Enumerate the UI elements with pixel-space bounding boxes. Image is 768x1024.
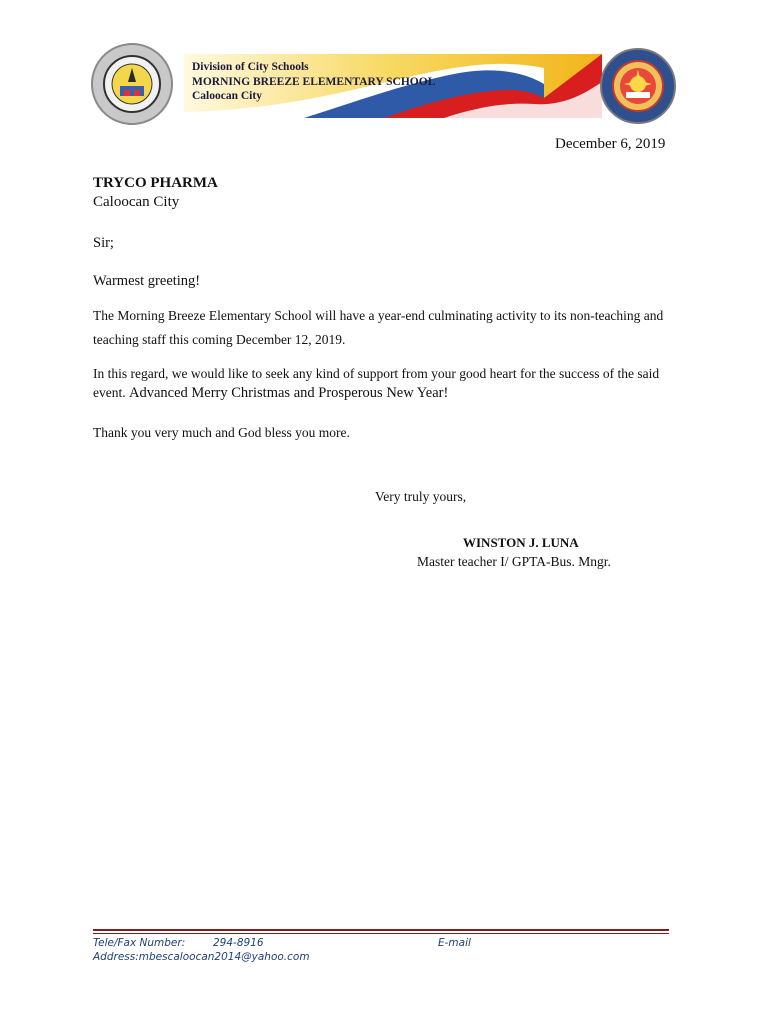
email-label: E-mail xyxy=(438,937,471,949)
signatory-position: Master teacher I/ GPTA-Bus. Mngr. xyxy=(417,554,611,569)
body-paragraph-1: The Morning Breeze Elementary School will have a year-end culminating activity to its non-teaching and teaching staff this coming December 12, 2019. xyxy=(93,308,664,347)
seal-emblem-icon xyxy=(110,62,154,106)
paragraph-2-request: In this regard, we would like to seek any kind of support from your good heart for the success of the said event. xyxy=(93,366,660,400)
division-seal-logo xyxy=(91,43,173,125)
sun-emblem-icon xyxy=(618,66,658,106)
tel-fax-label: Tele/Fax Number: xyxy=(93,937,186,949)
seal-inner-ring xyxy=(612,60,664,112)
greeting: Warmest greeting! xyxy=(93,273,201,289)
school-seal-logo xyxy=(600,48,676,124)
salutation: Sir; xyxy=(93,235,114,251)
letter-date: December 6, 2019 xyxy=(555,136,666,152)
body-paragraph-2 xyxy=(93,364,669,403)
footer-rule xyxy=(93,929,669,931)
seal-inner-ring xyxy=(103,55,161,113)
footer-rule-thin xyxy=(93,933,669,934)
school-city: Caloocan City xyxy=(192,90,262,102)
holiday-wishes: Advanced Merry Christmas and Prosperous New Year! xyxy=(129,385,449,401)
division-name: Division of City Schools xyxy=(192,61,309,73)
complimentary-close: Very truly yours, xyxy=(375,489,467,504)
body-paragraph-3: Thank you very much and God bless you more. xyxy=(93,425,350,440)
tel-fax-number: 294-8916 xyxy=(213,937,264,949)
footer-address: Address:mbescaloocan2014@yahoo.com xyxy=(93,951,310,963)
addressee-name: TRYCO PHARMA xyxy=(93,175,218,191)
addressee-city: Caloocan City xyxy=(93,194,180,210)
school-name: MORNING BREEZE ELEMENTARY SCHOOL xyxy=(192,75,436,88)
signatory-name: WINSTON J. LUNA xyxy=(463,535,579,550)
banner-text xyxy=(192,60,435,104)
